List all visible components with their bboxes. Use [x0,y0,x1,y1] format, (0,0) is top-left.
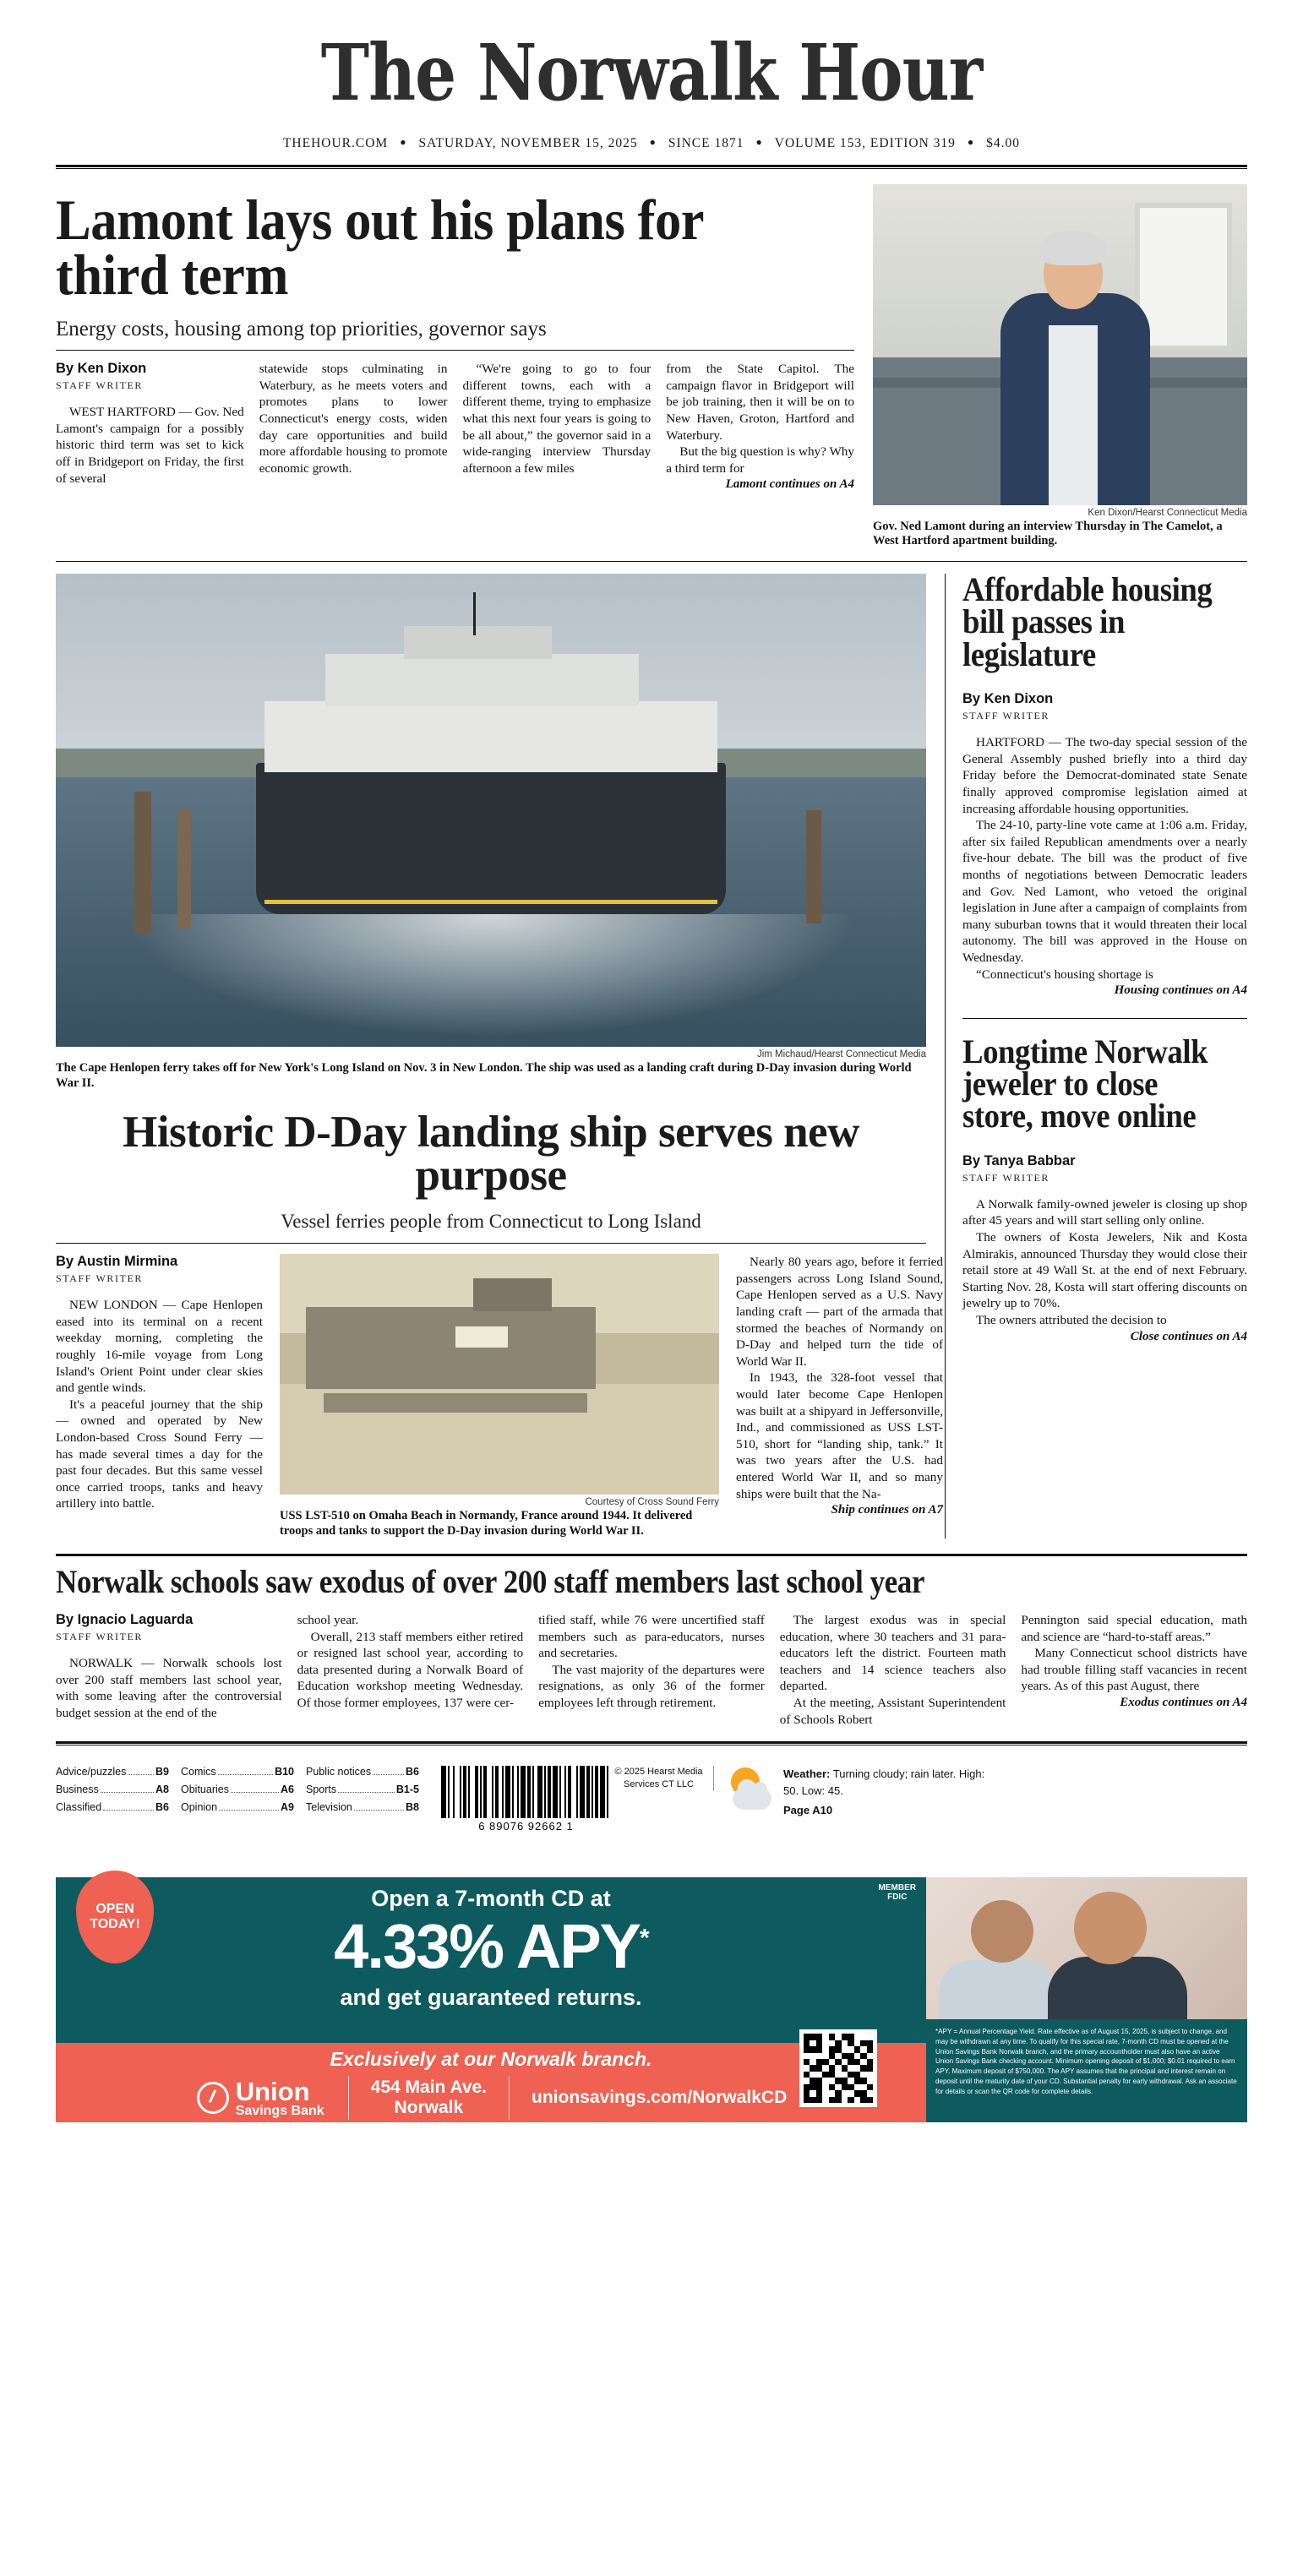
index-dots [373,1774,404,1775]
housing-jumpline[interactable]: Housing continues on A4 [1114,983,1247,998]
schools-col-2 [297,1612,524,1728]
union-savings-logo-icon [197,2082,229,2114]
housing-byline: By Ken Dixon [962,691,1054,707]
ferry-photo-caption: The Cape Henlopen ferry takes off for New York's Long Island on Nov. 3 in New London. The ship was used as a landing craft during D-Day invasion during World War II. [56,1060,912,1090]
ship-paragraph: NEW LONDON — Cape Henlopen eased into its terminal on a recent weekday morning, completing the roughly 16-mile voyage from Long Island's Orient Point under clear skies and gentle winds. [56,1298,263,1396]
dateline-volume: VOLUME 153, EDITION 319 [774,135,956,150]
jeweler-jumpline[interactable]: Close continues on A4 [1130,1329,1247,1343]
index-dots [354,1810,404,1811]
ship-col-1 [56,1254,263,1539]
lst-photo [280,1254,719,1495]
schools-col-3 [538,1612,765,1728]
index-column-3 [306,1766,431,1819]
index-page: B8 [406,1801,419,1814]
index-dots [219,1810,279,1811]
ad-couple-photo [926,1877,1247,2019]
masthead-rule [56,165,1247,169]
jeweler-byline-title: STAFF WRITER [962,1171,1050,1184]
index-item[interactable] [306,1801,419,1813]
index-item[interactable] [56,1801,169,1813]
jeweler-paragraph: The owners attributed the decision to [976,1313,1167,1328]
index-page: A6 [281,1784,294,1796]
jeweler-paragraph: The owners of Kosta Jewelers, Nik and Kosta Almirakis, announced Thursday they would close their retail store at 49 Wall St. at the end of next February. Starting Nov. 28, Kosta will start offering discounts on jewelry up to 70%. [962,1230,1247,1311]
jeweler-headline[interactable]: Longtime Norwalk jeweler to close store, move online [962,1032,1208,1136]
index-label: Classified [56,1801,102,1814]
schools-paragraph: tified staff, while 76 were uncertified staff members such as para-educators, nurses and secretaries. [538,1612,765,1661]
index-label: Public notices [306,1766,372,1778]
weather-forecast: Turning cloudy; rain later. High: 50. Low: 45. [783,1767,985,1797]
sun-cloud-icon [726,1766,775,1815]
housing-paragraph: The 24-10, party-line vote came at 1:06 a.m. Friday, after six failed Republican amendments over a nearly five-hour debate. The bill was the product of five months of negotiations between Democratic leaders and Gov. Ned Lamont, who vetoed the original legislation in June after a campaign of complaints from many suburban towns that it would threaten their local autonomy. The bill was approved in the House on Wednesday. [962,818,1247,966]
index-dots [338,1792,395,1793]
weather-page[interactable]: Page A10 [783,1804,833,1817]
ad-badge-line2: TODAY! [90,1917,140,1932]
index-page: A9 [281,1801,294,1814]
lamont-byline: By Ken Dixon [56,361,147,377]
schools-byline: By Ignacio Laguarda [56,1611,194,1627]
ship-col-3 [736,1254,943,1539]
schools-paragraph: Pennington said special education, math and science are “hard-to-staff areas.” [1021,1612,1247,1644]
ship-paragraph: In 1943, the 328-foot vessel that would later become Cape Henlopen was built at a shipyard in Jeffersonville, Ind., and commissioned as USS LST-510, short for “landing ship, tank.” It was two years after the U.S. had entered World War II, and so many ships were built that the Na- [736,1370,943,1501]
ad-url[interactable]: unionsavings.com/NorwalkCD [532,2088,788,2108]
dateline-since: SINCE 1871 [668,135,744,150]
index-item[interactable] [56,1784,169,1795]
index-page: A8 [155,1784,169,1796]
dateline-website[interactable]: THEHOUR.COM [282,135,389,150]
index-item[interactable] [181,1784,294,1795]
index-top-rule [56,1741,1247,1745]
schools-byline-title: STAFF WRITER [56,1630,144,1642]
lamont-deck: Energy costs, housing among top priorities, governor says [56,318,854,351]
ad-coral-panel [56,2043,926,2122]
ad-rate: 4.33% APY* [334,1911,648,1982]
ad-main-panel [56,1877,926,2122]
ship-byline: By Austin Mirmina [56,1254,178,1270]
barcode-block [431,1766,613,1833]
ad-exclusive-line: Exclusively at our Norwalk branch. [330,2048,652,2071]
index-label: Obituaries [181,1784,229,1796]
barcode-icon [441,1766,612,1818]
lamont-paragraph: statewide stops culminating in Waterbury, as he meets voters and promotes plans to lower Connecticut's energy costs, widen day care opportunities and build more affordable housing to promote economic growth. [259,362,448,476]
ship-jumpline[interactable]: Ship continues on A7 [831,1503,943,1517]
ship-columns [56,1254,943,1539]
advertisement-union-savings[interactable] [56,1877,1247,2122]
lamont-paragraph: from the State Capitol. The campaign flavor in Bridgeport will be job training, then it will be on to New Haven, Groton, Hartford and Waterbury. [666,362,854,443]
index-label: Business [56,1784,99,1796]
copyright-notice: © 2025 Hearst Media Services CT LLC [613,1766,714,1791]
schools-paragraph: Overall, 213 staff members either retired or resigned last school year, according to data presented during a Norwalk Board of Education workshop meeting Wednesday. Of those former employees, 137 were cer- [297,1629,524,1710]
ad-headline-line1: Open a 7-month CD at [371,1886,611,1912]
index-item[interactable] [306,1784,419,1795]
ad-rate-asterisk: * [640,1924,648,1952]
index-item[interactable] [181,1766,294,1778]
weather-block[interactable] [714,1766,993,1819]
newspaper-title: The Norwalk Hour [320,27,983,118]
lamont-byline-title: STAFF WRITER [56,379,144,392]
schools-col-5 [1021,1612,1247,1728]
barcode-number: 6 89076 92662 1 [478,1820,574,1833]
lamont-headline[interactable]: Lamont lays out his plans for third term [56,187,703,307]
index-dots [218,1774,273,1775]
dateline-separator: ● [400,135,407,148]
lamont-photo [873,184,1247,505]
dateline-date: SATURDAY, NOVEMBER 15, 2025 [418,135,638,150]
schools-columns [56,1612,1247,1728]
lamont-paragraph: But the big question is why? Why a third term for [666,444,854,476]
index-label: Opinion [181,1801,218,1814]
weather-label: Weather: [783,1767,831,1781]
lamont-col-4 [666,361,854,493]
right-rail [945,569,1247,1539]
jeweler-paragraph: A Norwalk family-owned jeweler is closing up shop after 45 years and will start selling only online. [962,1196,1247,1228]
ad-badge-line1: OPEN [95,1901,134,1916]
schools-paragraph: school year. [297,1612,359,1627]
dateline-separator: ● [755,135,763,148]
rail-divider [962,1018,1247,1019]
qr-code-icon[interactable] [799,2029,877,2107]
index-page: B1-5 [395,1784,419,1796]
ship-paragraph: It's a peaceful journey that the ship — owned and operated by New London-based Cross Sound Ferry — has made several times a day for the past four decades. But this same vessel once carried troops, tanks and heavy artillery into battle. [56,1397,263,1511]
ship-headline[interactable]: Historic D-Day landing ship serves new purpose [123,1108,859,1201]
index-label: Advice/puzzles [56,1766,127,1778]
lst-photo-credit: Courtesy of Cross Sound Ferry [585,1497,719,1508]
index-page: B10 [275,1766,294,1778]
index-page: B9 [155,1766,169,1778]
schools-paragraph: NORWALK — Norwalk schools lost over 200 staff members last school year, with some leaving after the controversial budget session at the end of the [56,1655,282,1720]
ad-disclaimer: *APY = Annual Percentage Yield. Rate effective as of August 15, 2025, is subject to change, and may be withdrawn at any time. To qualify for this special rate, 7-month CD must be opened at the Union Savings Bank Norwalk branch, and the primary accountholder must also have an active Union Savings Bank checking account. Minimum opening deposit of $1,000; $0.01 required to earn APY. Maximum deposit of $750,000. The APY assumes that the principal and interest remain on deposit until the maturity date of your CD. Substantial penalty for early withdrawal. Ask an associate for details or scan the QR code for complete details. [926,2019,1247,2122]
index-item[interactable] [56,1766,169,1778]
dateline-separator: ● [967,135,975,148]
lamont-photo-caption: Gov. Ned Lamont during an interview Thursday in The Camelot, a West Hartford apartment building. [873,519,1223,548]
index-item[interactable] [181,1801,294,1813]
housing-paragraph: “Connecticut's housing shortage is [976,967,1153,982]
index-dots [128,1774,154,1775]
ferry-photo-credit: Jim Michaud/Hearst Connecticut Media [756,1048,926,1059]
lamont-col-2 [259,361,448,493]
index-column-2 [181,1766,306,1819]
lamont-paragraph: “We're going to go to four different towns, each with a different theme, trying to emphasize what this next four years is going to be all about,” the governor said in a wide-ranging interview Thursday afternoon a few miles [462,362,652,476]
ship-deck: Vessel ferries people from Connecticut to Long Island [56,1211,926,1244]
index-label: Comics [181,1766,216,1778]
schools-jumpline[interactable]: Exodus continues on A4 [1120,1695,1247,1709]
schools-col-4 [780,1612,1006,1728]
lamont-columns [56,361,854,493]
index-dots [103,1810,154,1811]
schools-paragraph: At the meeting, Assistant Superintendent of Schools Robert [779,1695,1006,1727]
masthead [0,0,1303,151]
jeweler-byline: By Tanya Babbar [962,1152,1076,1168]
index-page: B6 [155,1801,169,1814]
ferry-photo [56,574,926,1047]
lead-story-lamont [56,184,1247,549]
ad-side-panel [926,1877,1247,2122]
index-page: B6 [406,1766,419,1778]
dateline-separator: ● [649,135,657,148]
schools-paragraph: Many Connecticut school districts have had trouble filling staff vacancies in recent years. As of this past August, there [1021,1646,1247,1694]
bank-name-primary: Union [235,2076,310,2106]
index-label: Television [306,1801,352,1814]
schools-headline[interactable]: Norwalk schools saw exodus of over 200 staff members last school year [56,1564,925,1601]
lamont-col-1 [56,361,244,493]
lamont-photo-credit: Ken Dixon/Hearst Connecticut Media [1088,507,1247,518]
housing-byline-title: STAFF WRITER [962,710,1050,722]
schools-paragraph: The vast majority of the departures were resignations, as only 36 of the former employees left through retirement. [538,1662,765,1710]
lst-photo-caption: USS LST-510 on Omaha Beach in Normandy, France around 1944. It delivered troops and tanks to support the D-Day invasion during World War II. [280,1509,693,1538]
ship-paragraph: Nearly 80 years ago, before it ferried passengers across Long Island Sound, Cape Henlopen served as a U.S. Navy landing craft — part of the armada that stormed the beaches of Normandy on D-Day and helped turn the tide of World War II. [736,1255,943,1369]
index-item[interactable] [306,1766,419,1778]
schools-story [56,1554,1247,1728]
housing-paragraph: HARTFORD — The two-day special session of the General Assembly pushed briefly into a third day Friday before the Democrat-dominated state Senate finally approved compromise legislation aimed at increasing affordable housing opportunities. [962,735,1247,816]
ship-col-2 [280,1254,719,1539]
lamont-jumpline[interactable]: Lamont continues on A4 [725,477,854,492]
housing-headline[interactable]: Affordable housing bill passes in legislature [962,569,1213,673]
ad-teal-panel [56,1877,926,2043]
index-dots [101,1792,154,1793]
middle-section [56,562,1247,1539]
dateline-price: $4.00 [986,135,1021,150]
fdic-member-mark: MEMBER FDIC [878,1883,916,1902]
index-dots [231,1792,279,1793]
union-savings-logo [173,2078,348,2118]
schools-paragraph: The largest exodus was in special education, where 30 teachers and 31 para-educators left the district. Fourteen math teachers and 14 science teachers also departed. [779,1612,1006,1694]
ad-headline-line2: and get guaranteed returns. [340,1985,642,2011]
lamont-paragraph: WEST HARTFORD — Gov. Ned Lamont's campaign for a possibly historic third term was set to kick off in Bridgeport on Friday, the first of several [56,405,244,486]
index-bar [56,1757,1247,1852]
index-label: Sports [306,1784,337,1796]
dateline-bar [0,136,1303,151]
lamont-col-3 [463,361,652,493]
ship-byline-title: STAFF WRITER [56,1272,144,1285]
ad-branch-address: 454 Main Ave. Norwalk [370,2078,488,2118]
bank-name-secondary: Savings Bank [235,2103,324,2118]
schools-col-1 [56,1612,282,1728]
index-column-1 [56,1766,181,1819]
